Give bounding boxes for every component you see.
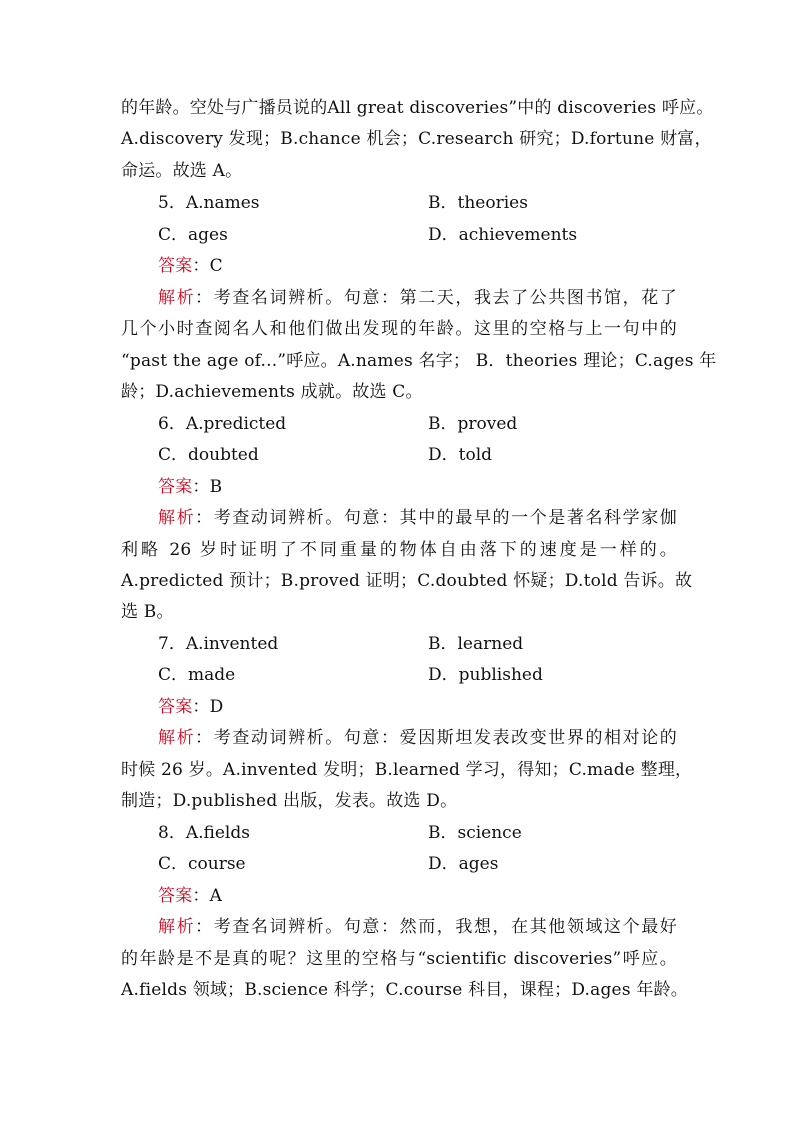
answer-value: ：A (192, 886, 223, 906)
option-b: B．proved (428, 414, 518, 434)
explanation-line: 几个小时查阅名人和他们做出发现的年龄。这里的空格与上一句中的 (121, 319, 677, 339)
option-d: D．achievements (428, 225, 578, 245)
explanation-label: 解析 (158, 508, 196, 528)
option-d: D．published (428, 665, 543, 685)
explanation-line: 的年龄是不是真的呢？这里的空格与“scientific discoveries”呼应。 (121, 949, 677, 969)
intro-line: 命运。故选 A。 (121, 161, 243, 181)
answer-line (158, 885, 714, 907)
explanation-text: ：考查动词辨析。句意：其中的最早的一个是著名科学家伽 (195, 508, 677, 528)
option-c: C．course (158, 854, 246, 874)
option-b: B．science (428, 823, 522, 843)
explanation-line: 制造；D.published 出版，发表。故选 D。 (121, 791, 458, 811)
answer-label: 答案 (158, 697, 193, 717)
option-c: C．ages (158, 225, 228, 245)
explanation-line: 时候 26 岁。A.invented 发明；B.learned 学习，得知；C.made 整理， (121, 760, 693, 780)
answer-label: 答案 (158, 886, 193, 906)
explanation-line: A.fields 领域；B.science 科学；C.course 科目，课程；D.ages 年龄。 (121, 980, 688, 1000)
option-c: C．made (158, 665, 236, 685)
intro-line: A.discovery 发现；B.chance 机会；C.research 研究；D.fortune 财富， (121, 129, 712, 149)
explanation-line: 选 B。 (121, 602, 174, 622)
answer-line (158, 255, 714, 277)
explanation-line: 龄；D.achievements 成就。故选 C。 (121, 382, 423, 402)
explanation-text: ：考查动词辨析。句意：爱因斯坦发表改变世界的相对论的 (195, 728, 677, 748)
option-a: 7．A.invented (158, 634, 279, 654)
explanation-label: 解析 (158, 728, 196, 748)
option-b: B．theories (428, 193, 528, 213)
answer-line (158, 696, 714, 718)
explanation-line: A.predicted 预计；B.proved 证明；C.doubted 怀疑；D.told 告诉。故 (121, 571, 693, 591)
explanation-line (158, 727, 677, 749)
answer-line (158, 476, 714, 498)
explanation-line (158, 287, 677, 309)
answer-label: 答案 (158, 256, 193, 276)
option-a: 6．A.predicted (158, 414, 287, 434)
explanation-text: ：考查名词辨析。句意：然而，我想，在其他领域这个最好 (195, 917, 677, 937)
answer-value: ：C (192, 256, 223, 276)
option-c: C．doubted (158, 445, 259, 465)
option-a: 5．A.names (158, 193, 260, 213)
explanation-line (158, 507, 677, 529)
answer-value: ：D (192, 697, 224, 717)
option-d: D．ages (428, 854, 499, 874)
answer-label: 答案 (158, 477, 193, 497)
option-d: D．told (428, 445, 493, 465)
explanation-text: ：考查名词辨析。句意：第二天，我去了公共图书馆，花了 (195, 288, 677, 308)
option-b: B．learned (428, 634, 524, 654)
explanation-line: 利略 26 岁时证明了不同重量的物体自由落下的速度是一样的。 (121, 540, 677, 560)
explanation-label: 解析 (158, 288, 196, 308)
explanation-line (158, 916, 677, 938)
option-a: 8．A.fields (158, 823, 250, 843)
intro-line: 的年龄。空处与广播员说的All great discoveries”中的 discoveries 呼应。 (121, 98, 714, 118)
explanation-label: 解析 (158, 917, 196, 937)
answer-value: ：B (192, 477, 223, 497)
explanation-line: “past the age of...”呼应。A.names 名字； B．theories 理论；C.ages 年 (121, 351, 717, 371)
